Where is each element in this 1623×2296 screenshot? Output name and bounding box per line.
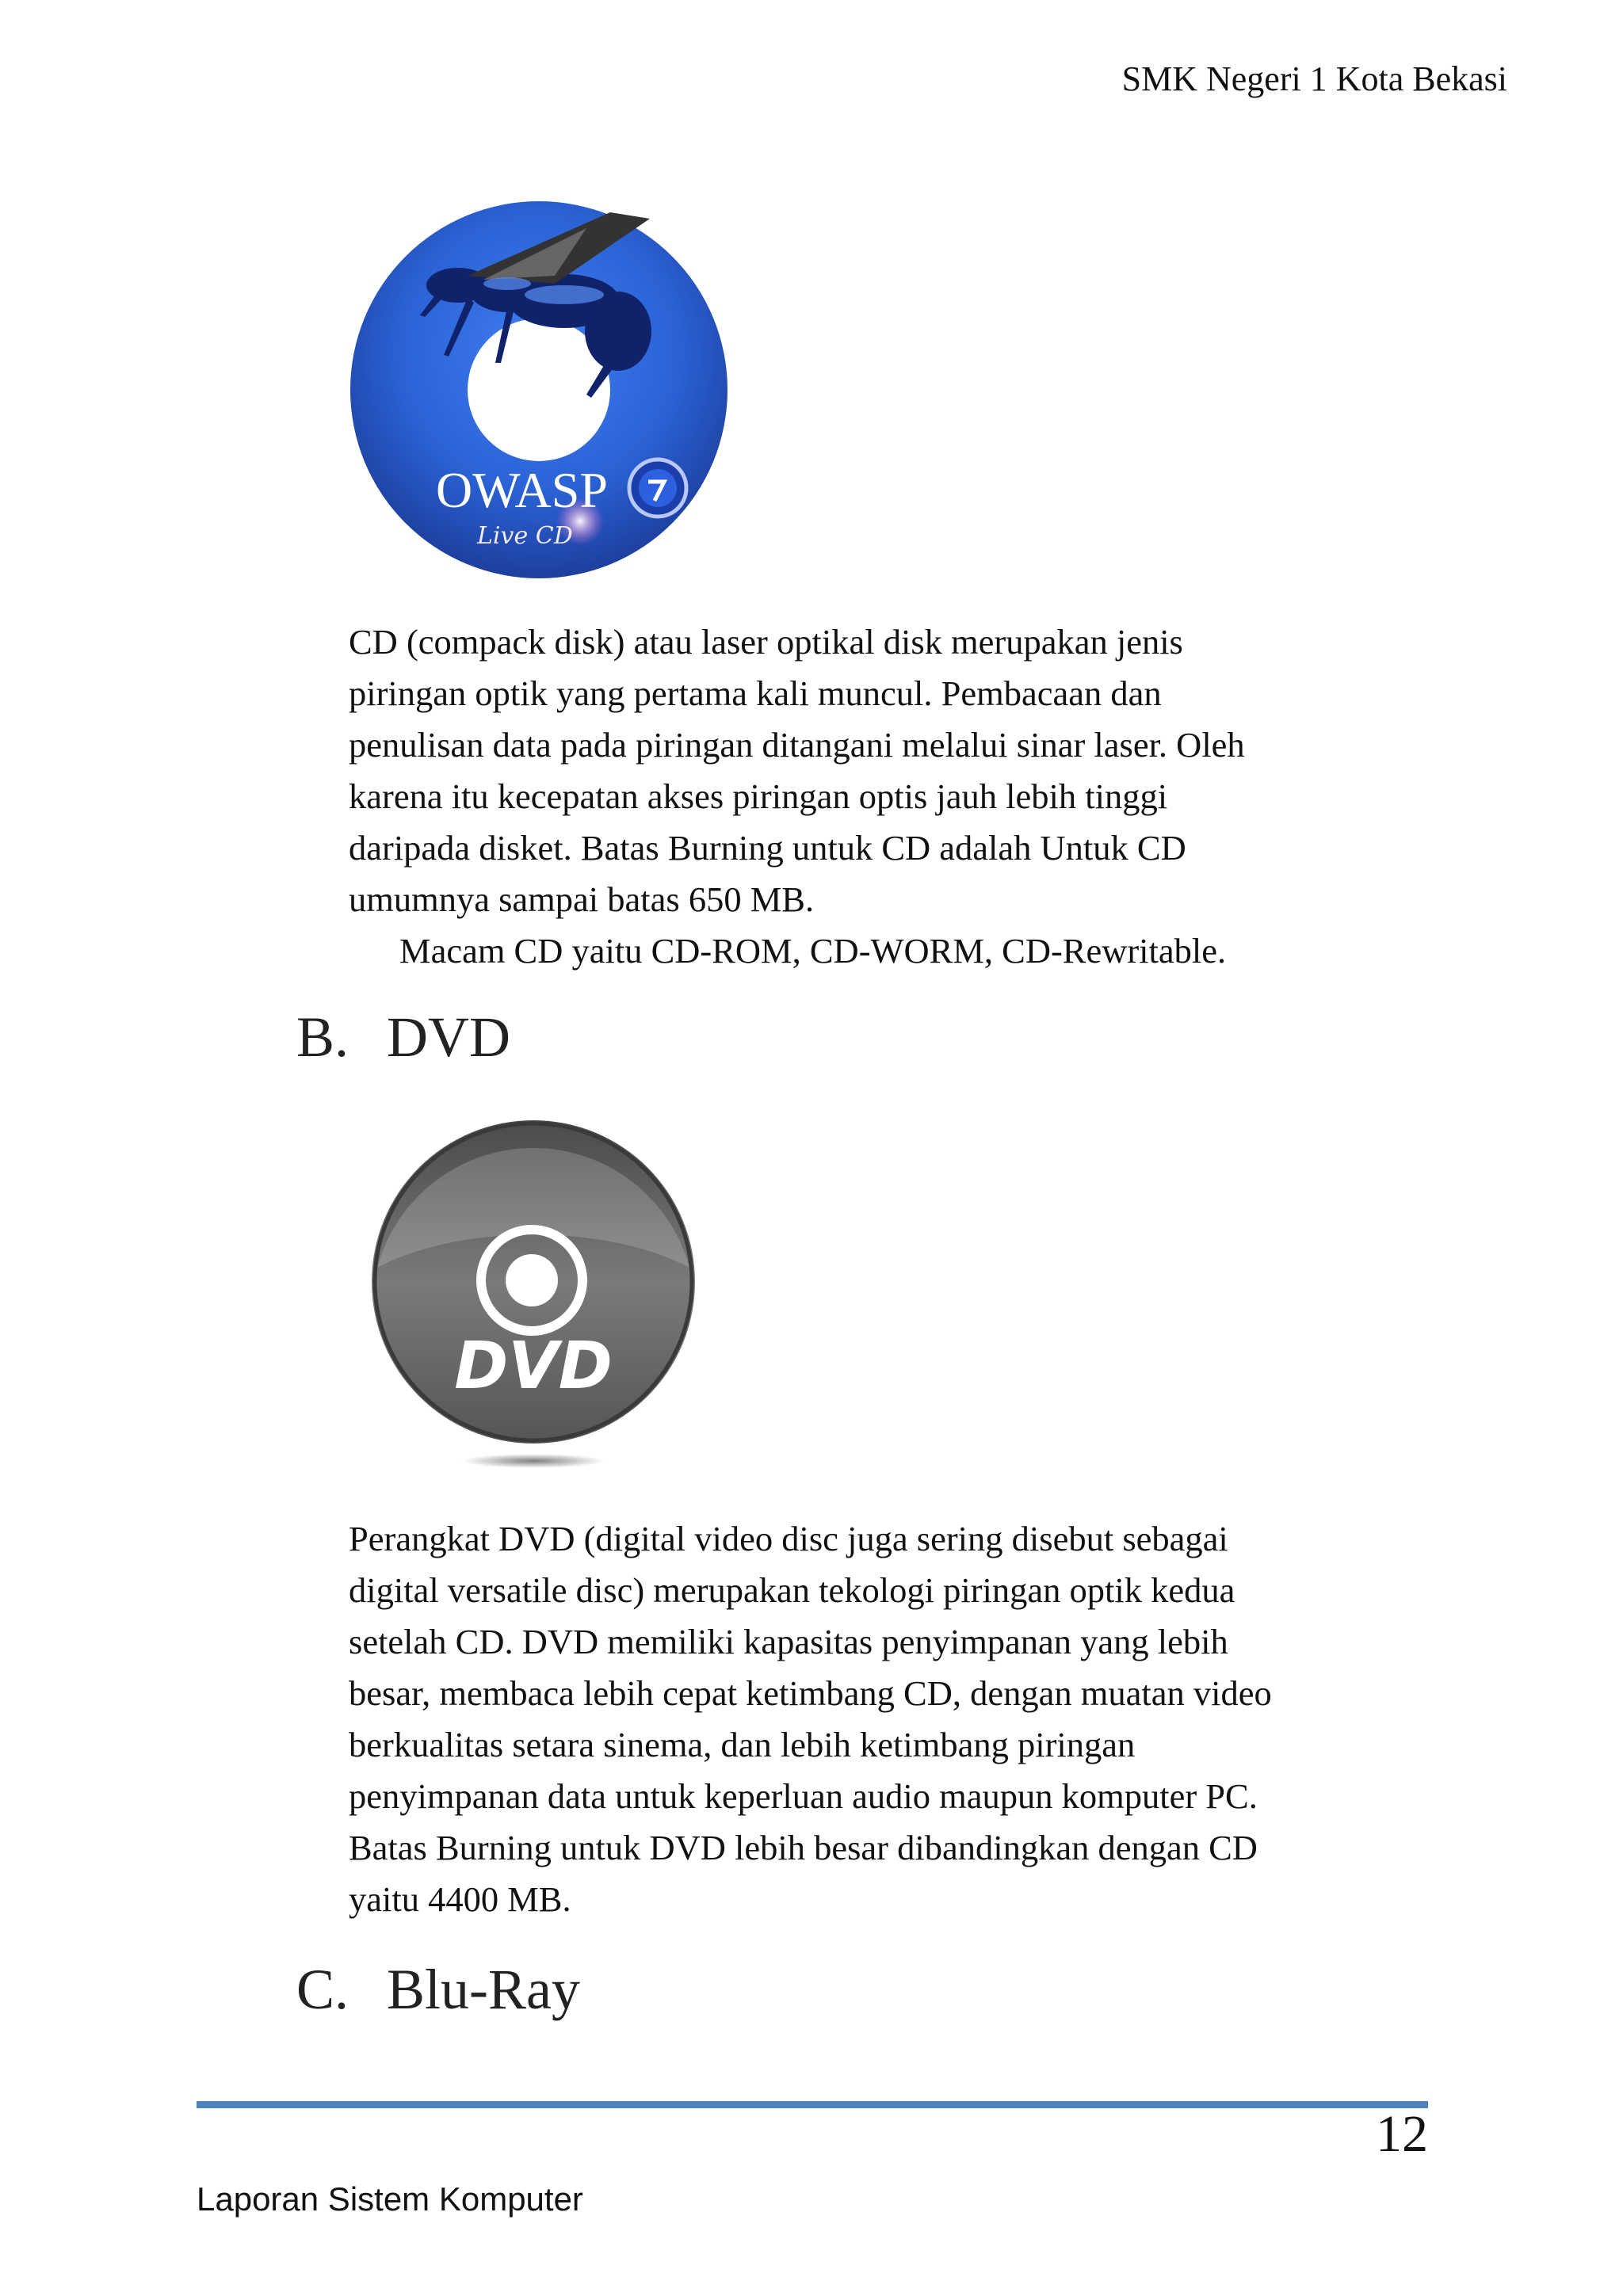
section-title: DVD [387,1005,510,1069]
dvd-line: Batas Burning untuk DVD lebih besar dibandingkan dengan CD [349,1828,1258,1867]
section-heading-bluray [296,1957,580,2023]
dvd-line: yaitu 4400 MB. [349,1879,571,1919]
dvd-line: penyimpanan data untuk keperluan audio maupun komputer PC. [349,1776,1258,1816]
dvd-line: digital versatile disc) merupakan tekologi piringan optik kedua [349,1570,1235,1610]
cd-line: umumnya sampai batas 650 MB. [349,879,815,919]
cd-types-line: Macam CD yaitu CD-ROM, CD-WORM, CD-Rewritable. [399,931,1227,971]
owasp-logo-text: OWASP [436,462,608,518]
section-title: Blu-Ray [387,1958,580,2021]
dvd-line: Perangkat DVD (digital video disc juga sering disebut sebagai [349,1519,1228,1558]
cd-line: CD (compack disk) atau laser optikal disk merupakan jenis [349,622,1183,662]
section-heading-dvd [296,1005,510,1070]
dvd-line: besar, membaca lebih cepat ketimbang CD, dengan muatan video [349,1673,1272,1713]
dvd-line: setelah CD. DVD memiliki kapasitas penyimpanan yang lebih [349,1622,1228,1661]
cd-description [349,616,1442,977]
header-school-name: SMK Negeri 1 Kota Bekasi [1121,59,1507,98]
owasp-cd-image [349,196,729,583]
section-letter: B. [296,1005,349,1069]
page-number: 12 [1376,2105,1428,2163]
cd-line: piringan optik yang pertama kali muncul. Pembacaan dan [349,673,1162,713]
dvd-line: berkualitas setara sinema, dan lebih ketimbang piringan [349,1725,1136,1764]
cd-line: karena itu kecepatan akses piringan optis jauh lebih tinggi [349,776,1168,816]
section-letter: C. [296,1958,349,2021]
cd-line: penulisan data pada piringan ditangani melalui sinar laser. Oleh [349,725,1245,765]
dvd-disc-image [369,1117,697,1474]
live-cd-text: Live CD [477,522,573,550]
dvd-description [349,1513,1442,1925]
dvd-logo-text: DVD [454,1329,613,1404]
footer-rule [197,2101,1428,2108]
cd-line: daripada disket. Batas Burning untuk CD adalah Untuk CD [349,828,1186,868]
footer-document-title: Laporan Sistem Komputer [197,2180,583,2218]
